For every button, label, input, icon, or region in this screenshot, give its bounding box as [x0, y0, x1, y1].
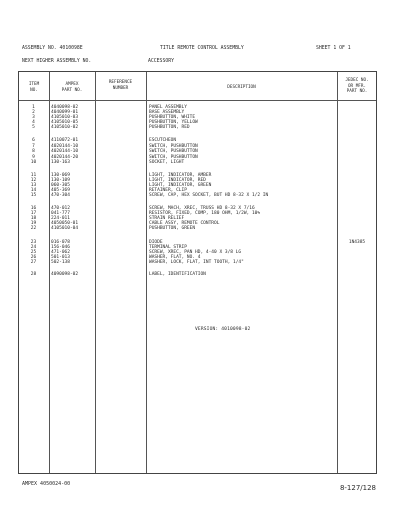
item-number: 10	[30, 160, 37, 165]
assembly-number: ASSEMBLY NO. 4010098E	[22, 46, 83, 51]
item-number: 3	[32, 115, 35, 120]
part-number: 224-011	[51, 216, 70, 221]
part-number: 4020144-20	[51, 155, 79, 160]
table-row	[19, 226, 376, 232]
item-number: 15	[30, 193, 37, 198]
item-number: 6	[32, 138, 35, 143]
part-description: TERMINAL STRIP	[149, 245, 187, 250]
part-description: SOCKET, LIGHT	[149, 160, 185, 165]
part-number: 130-069	[51, 173, 70, 178]
mfr-part-number: 1N4385	[348, 240, 366, 245]
column-header-part: AMPEX PART NO.	[61, 82, 83, 93]
part-description: LIGHT, INDICATOR, AMBER	[149, 173, 212, 178]
part-description: STRAIN RELIEF	[149, 216, 185, 221]
part-number: 4090098-02	[51, 272, 79, 277]
part-number: 4105010-03	[51, 115, 79, 120]
item-number: 19	[30, 221, 37, 226]
part-number: 041-777	[51, 211, 70, 216]
part-description: SCREW, MACH, XREC, TRUSS HD 8-32 X 7/16	[149, 206, 255, 211]
table-row	[19, 160, 376, 166]
next-higher-assembly-label: NEXT HIGHER ASSEMBLY NO.	[22, 59, 92, 64]
item-number: 26	[30, 255, 37, 260]
column-header-item: ITEM NO.	[28, 82, 40, 93]
sheet-number: SHEET 1 OF 1	[316, 46, 351, 51]
part-description: WASHER, FLAT, NO. 4	[149, 255, 201, 260]
assembly-title: TITLE REMOTE CONTROL ASSEMBLY	[160, 46, 244, 51]
item-number: 8	[32, 149, 35, 154]
table-row	[19, 272, 376, 278]
part-number: 4110072-01	[51, 138, 79, 143]
item-number: 11	[30, 173, 37, 178]
page-number: 8-127/128	[339, 484, 376, 492]
part-number: 4105010-04	[51, 226, 79, 231]
item-number: 25	[30, 250, 37, 255]
item-number: 27	[30, 260, 37, 265]
item-number: 9	[32, 155, 35, 160]
part-number: 016-078	[51, 240, 70, 245]
part-description: LIGHT, INDICATOR, RED	[149, 178, 206, 183]
item-number: 12	[30, 178, 37, 183]
part-description: CABLE ASSY, REMOTE CONTROL	[149, 221, 220, 226]
item-number: 2	[32, 110, 35, 115]
item-number: 22	[30, 226, 37, 231]
part-number: 156-046	[51, 245, 70, 250]
part-description: PUSHBUTTON, RED	[149, 125, 190, 130]
table-row	[19, 125, 376, 131]
item-number: 24	[30, 245, 37, 250]
part-description: LABEL, IDENTIFICATION	[149, 272, 206, 277]
item-number: 5	[32, 125, 35, 130]
part-description: SWITCH, PUSHBUTTON	[149, 155, 198, 160]
part-number: 130-163	[51, 160, 70, 165]
part-description: BASE ASSEMBLY	[149, 110, 185, 115]
column-header-reference: REFERENCE NUMBER	[108, 80, 133, 91]
accessory-label: ACCESSORY	[148, 59, 174, 64]
part-number: 470-304	[51, 193, 70, 198]
part-number: 405-369	[51, 188, 70, 193]
part-number: 4020144-10	[51, 149, 79, 154]
item-number: 14	[30, 188, 37, 193]
part-description: WASHER, LOCK, FLAT, INT TOOTH, 1/4"	[149, 260, 244, 265]
part-number: 4050050-01	[51, 221, 79, 226]
part-description: PUSHBUTTON, GREEN	[149, 226, 196, 231]
part-description: PANEL ASSEMBLY	[149, 105, 187, 110]
column-header-description: DESCRIPTION	[227, 85, 256, 90]
part-number: 470-012	[51, 206, 70, 211]
table-row	[19, 193, 376, 199]
part-number: 471-062	[51, 250, 70, 255]
form-number: AMPEX 4050024-00	[22, 481, 71, 487]
version-text: VERSION: 4010098-02	[195, 327, 251, 332]
part-number: 4105010-05	[51, 120, 79, 125]
part-description: SWITCH, PUSHBUTTON	[149, 144, 198, 149]
part-number: 4105010-02	[51, 125, 79, 130]
item-number: 13	[30, 183, 37, 188]
item-number: 17	[30, 211, 37, 216]
part-number: 130-109	[51, 178, 70, 183]
part-description: ESCUTCHEON	[149, 138, 177, 143]
part-number: 4040098-02	[51, 105, 79, 110]
part-description: PUSHBUTTON, YELLOW	[149, 120, 198, 125]
part-description: RESISTOR, FIXED, COMP, 180 OHM, 1/2W, 10%	[149, 211, 261, 216]
part-number: 4040099-01	[51, 110, 79, 115]
item-number: 7	[32, 144, 35, 149]
item-number: 23	[30, 240, 37, 245]
item-number: 28	[30, 272, 37, 277]
table-row	[19, 260, 376, 266]
part-number: 502-138	[51, 260, 70, 265]
part-description: DIODE	[149, 240, 163, 245]
header-divider	[19, 100, 376, 101]
part-description: PUSHBUTTON, WHITE	[149, 115, 196, 120]
part-number: 501-013	[51, 255, 70, 260]
part-description: SWITCH, PUSHBUTTON	[149, 149, 198, 154]
parts-table	[18, 71, 377, 474]
item-number: 18	[30, 216, 37, 221]
part-description: SCREW, CAP, HEX SOCKET, BUT HD 8-32 X 1/2 IN	[149, 193, 269, 198]
column-header-mfr: JEDEC NO. OR MFR. PART NO.	[345, 78, 369, 94]
part-description: LIGHT, INDICATOR, GREEN	[149, 183, 212, 188]
part-number: 4020144-10	[51, 144, 79, 149]
part-description: SCREW, XREC, PAN HD, 4-40 X 3/8 LG	[149, 250, 242, 255]
part-description: RETAINER, CLIP	[149, 188, 187, 193]
item-number: 16	[30, 206, 37, 211]
part-number: 060-305	[51, 183, 70, 188]
item-number: 1	[32, 105, 35, 110]
item-number: 4	[32, 120, 35, 125]
